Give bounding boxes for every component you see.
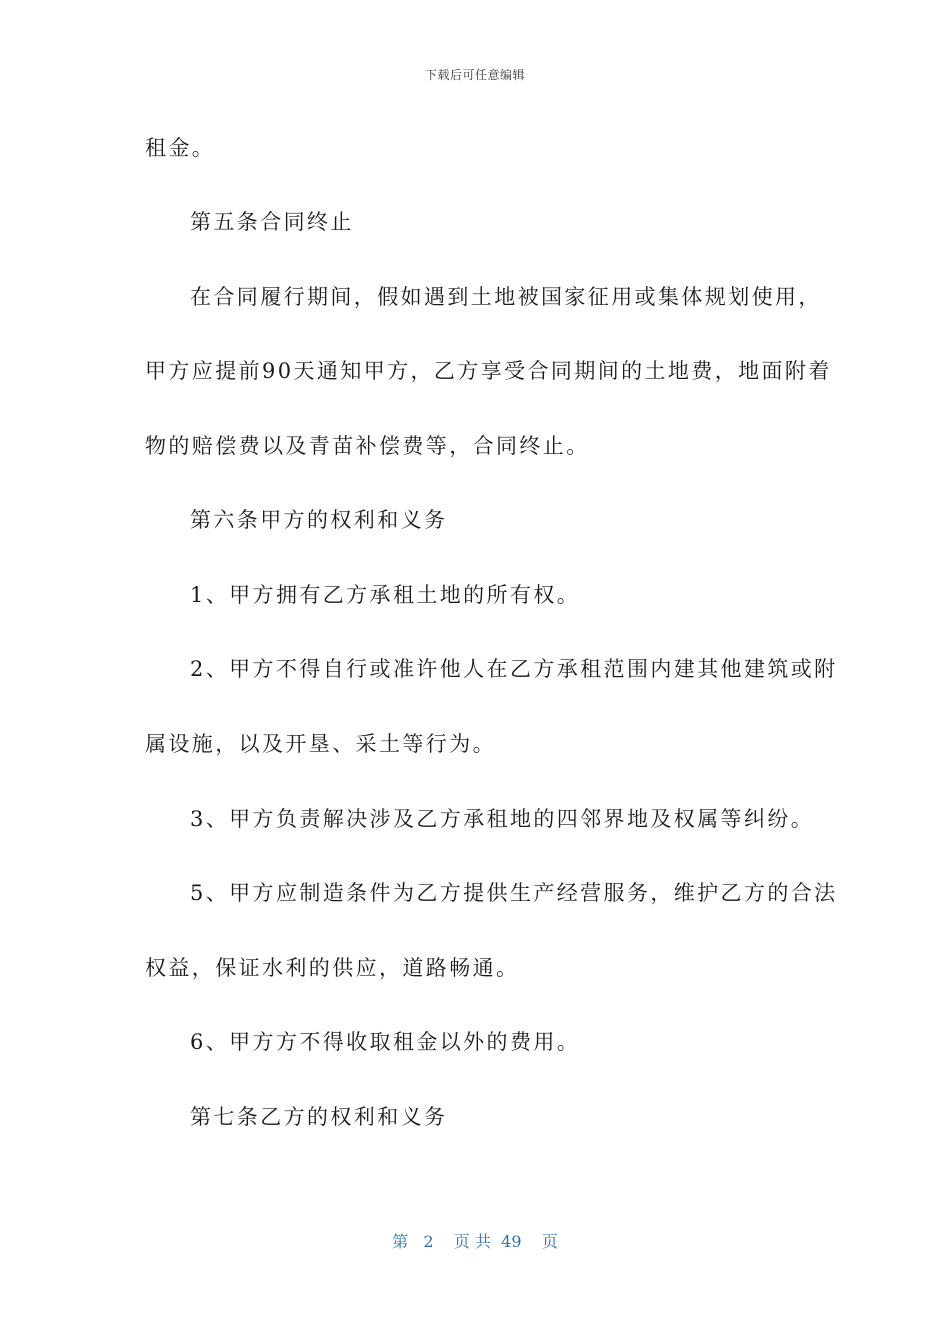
paragraph-line: 权益，保证水利的供应，道路畅通。 (145, 956, 520, 980)
header-note: 下载后可任意编辑 (424, 68, 525, 82)
paragraph-line: 6、甲方方不得收取租金以外的费用。 (190, 1030, 581, 1054)
page-footer (0, 1229, 950, 1252)
page-number: 2 (423, 1232, 434, 1251)
paragraph-line: 物的赔偿费以及青苗补偿费等，合同终止。 (145, 434, 590, 458)
section-heading: 第七条乙方的权利和义务 (190, 1105, 448, 1129)
footer-middle: 页 共 (453, 1232, 491, 1251)
page-total: 49 (501, 1232, 522, 1251)
paragraph-line: 2、甲方不得自行或准许他人在乙方承租范围内建其他建筑或附 (190, 657, 838, 681)
paragraph-line: 在合同履行期间，假如遇到土地被国家征用或集体规划使用， (190, 285, 822, 309)
paragraph-line: 属设施，以及开垦、采土等行为。 (145, 732, 496, 756)
paragraph-line: 3、甲方负责解决涉及乙方承租地的四邻界地及权属等纠纷。 (190, 807, 815, 831)
paragraph-line: 甲方应提前90天通知甲方，乙方享受合同期间的土地费，地面附着 (145, 359, 832, 383)
paragraph-line: 租金。 (145, 136, 216, 160)
footer-prefix: 第 (392, 1232, 409, 1251)
section-heading: 第六条甲方的权利和义务 (190, 508, 448, 532)
paragraph-line: 1、甲方拥有乙方承租土地的所有权。 (190, 583, 581, 607)
footer-suffix: 页 (541, 1232, 558, 1251)
section-heading: 第五条合同终止 (190, 210, 354, 234)
paragraph-line: 5、甲方应制造条件为乙方提供生产经营服务，维护乙方的合法 (190, 881, 838, 905)
